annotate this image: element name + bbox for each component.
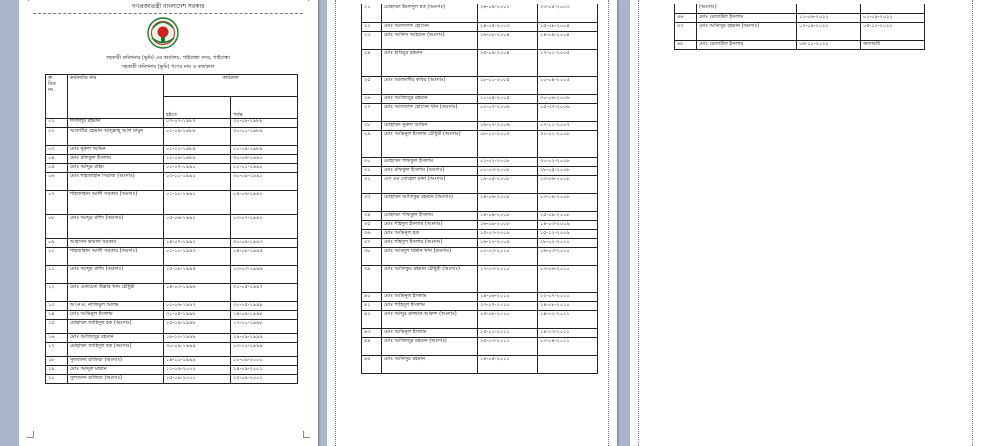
serial-cell: ২৩ (362, 31, 382, 49)
table-row (46, 265, 298, 283)
to-date-cell: ১৫-১২-২০০৯ (538, 229, 598, 238)
name-cell: ফজিলুর রহমান (68, 118, 164, 127)
table-row (362, 22, 598, 31)
from-date-cell: ১২-০৯-১৯৮৯ (164, 154, 231, 163)
from-date-cell: ১১-০৬-২০১১ (797, 13, 861, 22)
name-cell: মোঃ শাহজাহান সিরাজ (অঃদাঃ) (68, 172, 164, 190)
name-cell: মোঃ রফিকুল ইসলাম (অঃদাঃ) (382, 166, 478, 175)
table-row (362, 166, 598, 175)
from-date-cell: ০১-০৩-২০০৮ (478, 166, 538, 175)
table-row (362, 265, 598, 292)
name-cell: মোহাম্মদ শফিকুল ইসলাম (382, 157, 478, 166)
to-date-cell: ১৫-০৭-২০০৬ (538, 103, 598, 121)
column-header-from: হইতে (164, 97, 231, 119)
to-date-cell: ১৩-০৩-১৯৯৬ (231, 265, 298, 283)
from-date-cell: ১৬-০৭-২০০৬ (478, 121, 538, 130)
table-row (362, 130, 598, 157)
name-cell: মোঃ আমিনুল ইসলাম (382, 328, 478, 337)
table-row (362, 94, 598, 103)
from-date-cell: ১৮-০১-২০০৫ (478, 76, 538, 94)
from-date-cell: ২৫-০৮-২০১০ (478, 310, 538, 328)
to-date-cell: ১৭-১০-১৯৯৮ (231, 319, 298, 333)
name-cell: সুলতানা রাজিয়া (অঃদাঃ) (68, 356, 164, 365)
name-cell: মোঃ শাহিদুল ইসলাম (382, 301, 478, 310)
name-cell: আতাউর রহমান আব্দুল্লাহ্‌ আল মামুন (68, 127, 164, 145)
name-cell: মোঃ আজিজুর রহমান (অঃদাঃ) (382, 337, 478, 355)
to-date-cell: ১৪-০৮-১৯৯৫ (231, 247, 298, 265)
serial-cell: ৩০ (362, 157, 382, 166)
serial-cell: ১০ (46, 247, 68, 265)
name-cell: মোঃ আতিকুর রহমান চৌধুরী (অঃদাঃ) (382, 265, 478, 292)
serial-cell: ৪৪ (362, 337, 382, 355)
name-cell: মোঃ আলতাফ হোসেন খান (অঃদাঃ) (382, 103, 478, 121)
to-date-cell: ১৪-০৩-২০১১ (538, 328, 598, 337)
name-cell: মোঃ আবদুল মান্নান খান (অঃদাঃ) (382, 247, 478, 265)
serial-cell: ১৪ (46, 310, 68, 319)
from-date-cell: ১৩-১১-১৯৯০ (164, 172, 231, 190)
table-row (46, 283, 298, 301)
serial-cell: ৩৮ (362, 247, 382, 265)
name-cell: আহসান কামাল সরকার (68, 238, 164, 247)
to-date-cell: ১১-০৯-১৯৮৯ (231, 145, 298, 154)
to-date-cell: ৩০-০৬-১৯৯০ (231, 154, 298, 163)
name-cell: মোঃ আব্দুর রহিম (68, 163, 164, 172)
from-date-cell: ১৫-০১-২০১১ (478, 328, 538, 337)
column-header-name: কর্মকর্তার নাম (68, 75, 164, 119)
column-header-tenure: কার্যকাল (164, 75, 298, 97)
table-row (46, 127, 298, 145)
to-date-cell: ১৮-০৫-২০০৮ (538, 166, 598, 175)
to-date-cell: ১৩-০৯-২০০৮ (538, 193, 598, 211)
table-row (362, 247, 598, 265)
table-row (362, 310, 598, 328)
to-date-cell: ৩০-০৯-১৯৯১ (231, 172, 298, 190)
table-row (362, 211, 598, 220)
to-date-cell: ১৬-০৩-২০১০ (538, 247, 598, 265)
from-date-cell: ১৫-০৩-২০০৯ (478, 229, 538, 238)
serial-cell: ৩২ (362, 175, 382, 193)
name-cell: মোঃ শহিদুল ইসলাম (অঃদাঃ) (382, 238, 478, 247)
table-row (362, 292, 598, 301)
from-date-cell: ১৬-০৯-২০০৮ (478, 220, 538, 229)
table-row (46, 333, 298, 342)
serial-cell: ০৬ (46, 172, 68, 190)
to-date-cell: ১৪-০৯-২০০১ (231, 365, 298, 374)
table-row (46, 145, 298, 154)
to-date-cell: ১৩-০৭-১৯৯২ (231, 214, 298, 238)
crop-mark (303, 431, 310, 438)
name-cell: মোঃ আলতাফ হোসেন (382, 22, 478, 31)
table-row (362, 238, 598, 247)
table-row (362, 175, 598, 193)
margin-guide (608, 0, 609, 446)
serial-cell: ০৩ (46, 145, 68, 154)
from-date-cell (797, 4, 861, 13)
table-row (362, 121, 598, 130)
from-date-cell: ০১-০২-১৯৮৯ (164, 145, 231, 154)
to-date-cell: ১৩-১০-১৯৯৯ (231, 342, 298, 356)
table-row (46, 118, 298, 127)
tenure-table-header (45, 74, 298, 119)
crop-mark (27, 431, 34, 438)
to-date-cell: ১৪-০১-২০১১ (538, 310, 598, 328)
to-date-cell: ৩০-০৬-২০০৬ (538, 94, 598, 103)
margin-guide (335, 0, 336, 446)
list-title: সহকারী কমিশনার (ভূমি) গণের নাম ও কার্যকাল (121, 64, 215, 70)
serial-cell: ০৪ (46, 154, 68, 163)
name-cell: মোঃ আব্দুল মান্নান (68, 365, 164, 374)
to-date-cell: ১৪-০৩-২০০৯ (538, 220, 598, 229)
to-date-cell: ৩০-০৮-১৯৮৮ (231, 118, 298, 127)
name-cell: মোঃ আনিস আহমেদ (অঃদাঃ) (382, 31, 478, 49)
from-date-cell: ০১-০৭-১৯৯০ (164, 163, 231, 172)
name-cell: মোঃ আজিজুর রহমান (68, 333, 164, 342)
to-date-cell: ১০-০৪-২০০৫ (538, 76, 598, 94)
table-row (675, 40, 925, 49)
name-cell: মোঃ আলমগীর কবির (অঃদাঃ) (382, 76, 478, 94)
name-cell: মোঃ আব্দুর রাজ্জাক আকন্দ (অঃদাঃ) (382, 310, 478, 328)
serial-cell: ৩৩ (362, 193, 382, 211)
name-cell: মোহাম্মদ ইমদাদুল হক (অঃদাঃ) (382, 4, 478, 22)
table-row (46, 310, 298, 319)
name-cell: মোঃ আমিনুল ইসলাম চৌধুরী (অঃদাঃ) (382, 130, 478, 157)
header-rule (33, 13, 303, 14)
serial-cell: ২১ (362, 4, 382, 22)
name-cell: মোঃ শহিদুল ইসলাম (অঃদাঃ) (382, 220, 478, 229)
from-date-cell: ১৪-১০-১৯৯৯ (164, 356, 231, 365)
serial-cell: ০৭ (46, 190, 68, 214)
serial-cell: ২৯ (362, 130, 382, 157)
table-row (362, 31, 598, 49)
name-cell: মোঃ আমিনুল হক (382, 229, 478, 238)
table-row (362, 157, 598, 166)
to-date-cell: ২২-০৭-২০১০ (538, 292, 598, 301)
to-date-cell: ১৪-০৯-১৯৯৮ (231, 310, 298, 319)
to-date-cell: ৩০-০২-২০০৮ (538, 157, 598, 166)
serial-cell: ৪৭ (675, 22, 697, 40)
name-cell: আ.ন.ম. নাজিমুল আলম (68, 301, 164, 310)
serial-cell: ১১ (46, 265, 68, 283)
from-date-cell: ১৭-০৩-২০১০ (478, 265, 538, 292)
from-date-cell: ১৬-১২-২০০৯ (478, 238, 538, 247)
serial-cell: ২২ (362, 22, 382, 31)
table-row (675, 4, 925, 13)
to-date-cell: ২৪-০৮-২০১০ (538, 301, 598, 310)
to-date-cell: ০৫-১১-২০১১ (861, 22, 925, 40)
name-cell: এস এম সোহেল রানা (অঃদাঃ) (382, 175, 478, 193)
serial-cell: ৩৯ (362, 265, 382, 292)
tenure-table-page-3 (674, 4, 925, 50)
from-date-cell: ১৪-০৭-১৯৯২ (164, 238, 231, 247)
table-row (362, 76, 598, 94)
to-date-cell (861, 4, 925, 13)
serial-cell: ০৯ (46, 238, 68, 247)
table-row (46, 356, 298, 365)
from-date-cell: ১৪-০৯-২০০৮ (478, 211, 538, 220)
to-date-cell: ১২-১১-১৯৯০ (231, 163, 298, 172)
page-3 (630, 0, 981, 446)
serial-cell: ১৭ (46, 342, 68, 356)
name-cell: মোহাম্মদ জাহিদুল হক (অঃদাঃ) (68, 342, 164, 356)
from-date-cell: ০১-০৩-২০১০ (478, 247, 538, 265)
to-date-cell: ২৯-০৯-১৯৯৯ (231, 333, 298, 342)
name-cell: মোহাম্মদ জাহিদুল হক (অঃদাঃ) (68, 319, 164, 333)
from-date-cell: ০১-০২-২০০৮ (478, 157, 538, 166)
serial-cell: ৪৮ (675, 40, 697, 49)
tenure-table-page-1 (45, 118, 298, 384)
serial-cell: ৪৫ (362, 355, 382, 373)
name-cell: মোঃ আব্দুর রশিদ (অঃদাঃ) (68, 265, 164, 283)
table-row (46, 342, 298, 356)
column-header-to: পর্যন্ত (231, 97, 298, 119)
column-header-serial: ক্র মিক নং (46, 75, 68, 119)
to-date-cell: অদ্যাবধি (861, 40, 925, 49)
to-date-cell: ২৮-০২-২০১০ (538, 238, 598, 247)
table-row (362, 328, 598, 337)
margin-guide (972, 0, 973, 446)
serial-cell: ৪০ (362, 292, 382, 301)
serial-cell: ৩৫ (362, 220, 382, 229)
margin-guide (638, 0, 639, 446)
to-date-cell: ১৩-০৪-২০১১ (538, 337, 598, 355)
to-date-cell: ১৫-০৯-২০০৮ (538, 211, 598, 220)
from-date-cell: ০৭-০৭-১৯৮৭ (164, 118, 231, 127)
name-cell: শাহজাহান আলী সরকার (অঃদাঃ) (68, 190, 164, 214)
table-row (46, 365, 298, 374)
serial-cell: ৩১ (362, 166, 382, 175)
name-cell: মোঃ আনিসুর রহমান (382, 355, 478, 373)
table-row (362, 337, 598, 355)
to-date-cell: ১৭-০১-২০০৫ (538, 49, 598, 76)
serial-cell: ০১ (46, 118, 68, 127)
serial-cell: ৪২ (362, 310, 382, 328)
page-1 (19, 0, 318, 446)
to-date-cell: ১৪-০৯-২০০৪ (538, 31, 598, 49)
crop-mark (27, 0, 29, 1)
table-row (362, 4, 598, 22)
to-date-cell: ১৩-০৬-২০০৮ (538, 175, 598, 193)
to-date-cell: ১০-০৯-২০০০ (231, 356, 298, 365)
table-row (362, 229, 598, 238)
name-cell: মোঃ আনিসুর রহমান (অঃদাঃ) (697, 22, 797, 40)
from-date-cell: ১৪-০৩-১৯৯৬ (164, 283, 231, 301)
name-cell: মোঃ রেজাউল ইসলাম (697, 13, 797, 22)
to-date-cell: ০৪-০৬-১৯৯২ (231, 190, 298, 214)
from-date-cell: ১১-০৪-২০০৫ (478, 94, 538, 103)
to-date-cell (538, 355, 598, 373)
to-date-cell: ০১-০৯-২০১১ (861, 13, 925, 22)
office-line: সহকারী কমিশনার (ভূমি) এর কার্যালয়, গাইবান্ধা সদর, গাইবান্ধা (105, 55, 231, 61)
table-row (46, 319, 298, 333)
from-date-cell: ০২-০৯-২০১১ (797, 22, 861, 40)
serial-cell: ৩৬ (362, 229, 382, 238)
header-line: গণপ্রজাতন্ত্রী বাংলাদেশ সরকার (131, 3, 205, 10)
serial-cell: ৪৩ (362, 328, 382, 337)
serial-cell: ২৬ (362, 94, 382, 103)
from-date-cell: ২৬-০৯-২০০১ (478, 4, 538, 22)
from-date-cell: ০১-১০-১৯৯৩ (164, 247, 231, 265)
serial-cell: ১৫ (46, 319, 68, 333)
name-cell: মোঃ রেজাউল ইসলাম (697, 40, 797, 49)
from-date-cell: ১৫-০৯-২০০১ (164, 374, 231, 383)
name-cell: মোহাম্মদ শফিকুল ইসলাম (382, 211, 478, 220)
table-row (46, 247, 298, 265)
table-row (46, 238, 298, 247)
from-date-cell: ১৪-০৬-২০১০ (478, 292, 538, 301)
table-row (675, 22, 925, 40)
from-date-cell: ১৮-১০-১৯৯৮ (164, 333, 231, 342)
to-date-cell: ১৫-০৮-২০০৪ (538, 22, 598, 31)
to-date-cell: ৩০-০৫-১৯৯৮ (231, 301, 298, 310)
from-date-cell: ০১-০৯-১৯৮৮ (164, 127, 231, 145)
from-date-cell: ১৯-০৫-২০০৮ (478, 175, 538, 193)
name-cell: মোঃ আব্দুর রশিদ (অঃদাঃ) (68, 214, 164, 238)
serial-cell: ৪৬ (675, 13, 697, 22)
to-date-cell: ২৫-০৯-২০০১ (231, 374, 298, 383)
to-date-cell: ৩০-০১-১৯৮৯ (231, 127, 298, 145)
serial-cell: ১৯ (46, 365, 68, 374)
page-2 (327, 0, 617, 446)
from-date-cell: ০৫-০৬-১৯৯২ (164, 214, 231, 238)
from-date-cell: ২৩-০৭-২০১০ (478, 301, 538, 310)
name-cell: শাহজাহান আলী সরকার (অঃদাঃ) (68, 247, 164, 265)
from-date-cell: ১৫-০৯-১৯৯৮ (164, 319, 231, 333)
to-date-cell: ০৭-১১-২০০৭ (538, 121, 598, 130)
serial-cell (675, 4, 697, 13)
from-date-cell: ১৬-০৮-২০০৪ (478, 31, 538, 49)
from-date-cell: ১৫-০৯-২০০৪ (478, 49, 538, 76)
from-date-cell: ১৫-০৮-১৯৯৫ (164, 265, 231, 283)
to-date-cell: ২৩-০৫-২০০৩ (538, 4, 598, 22)
from-date-cell: ১৪-০৬-২০০৮ (478, 193, 538, 211)
from-date-cell: ০৮-১১-২০০৭ (478, 130, 538, 157)
table-row (46, 163, 298, 172)
name-cell: মোঃ আজিজুর রহমান (382, 94, 478, 103)
from-date-cell: ০১-০৭-২০০৬ (478, 103, 538, 121)
name-cell: (অঃদাঃ) (697, 4, 797, 13)
table-row (46, 214, 298, 238)
from-date-cell: ১১-০৯-২০০০ (164, 365, 231, 374)
to-date-cell: ৩১-০১-২০০৮ (538, 130, 598, 157)
table-row (46, 154, 298, 163)
name-cell: মোঃ হাবিবুর রহমান (382, 49, 478, 76)
table-row (46, 190, 298, 214)
name-cell: মোঃ রফিকুল ইসলাম (68, 154, 164, 163)
from-date-cell: ০১-১০-১৯৯১ (164, 190, 231, 214)
table-row (362, 49, 598, 76)
serial-cell: ২৮ (362, 121, 382, 130)
from-date-cell: ৩০-০৯-১৯৯৯ (164, 342, 231, 356)
table-row (362, 355, 598, 373)
to-date-cell: ৩০-০৯-১৯৯৩ (231, 238, 298, 247)
serial-cell: ১৬ (46, 333, 68, 342)
from-date-cell: ০৬-১১-২০১১ (797, 40, 861, 49)
from-date-cell: ১৪-০৪-২০১১ (478, 355, 538, 373)
table-row (46, 301, 298, 310)
table-row (362, 193, 598, 211)
serial-cell: ০২ (46, 127, 68, 145)
from-date-cell: ৩১-০৫-১৯৯৮ (164, 310, 231, 319)
serial-cell: ৪১ (362, 301, 382, 310)
table-row (362, 301, 598, 310)
table-row (46, 374, 298, 383)
table-row (362, 220, 598, 229)
serial-cell: ০৮ (46, 214, 68, 238)
name-cell: মোঃ আমিনুল ইসলাম (382, 292, 478, 301)
table-row (46, 172, 298, 190)
serial-cell: ১৩ (46, 301, 68, 310)
serial-cell: ২৪ (362, 49, 382, 76)
table-row (362, 103, 598, 121)
tenure-table-page-2 (361, 4, 598, 374)
serial-cell: ২০ (46, 374, 68, 383)
serial-cell: ১২ (46, 283, 68, 301)
name-cell: মোঃ নুরুল আমিন (68, 145, 164, 154)
name-cell: সুলতানা রাজিয়া (অঃদাঃ) (68, 374, 164, 383)
serial-cell: ২৫ (362, 76, 382, 94)
crop-mark (308, 0, 310, 1)
name-cell: মোঃ আমিনুল ইসলাম (68, 310, 164, 319)
name-cell: মোহাম্মদ নুরুল আমিন (382, 121, 478, 130)
serial-cell: ৩৭ (362, 238, 382, 247)
to-date-cell: ৩১-০৫-১৯৯৭ (231, 283, 298, 301)
serial-cell: ২৭ (362, 103, 382, 121)
to-date-cell: ১৩-০৬-২০১০ (538, 265, 598, 292)
name-cell: মোঃ এনায়েত উল্লাহ খান চৌধুরী (68, 283, 164, 301)
table-row (675, 13, 925, 22)
from-date-cell: ২৪-০৫-২০০৩ (478, 22, 538, 31)
name-cell: মোহাম্মদ আতিকুর রহমান (অঃদাঃ) (382, 193, 478, 211)
serial-cell: ৩৪ (362, 211, 382, 220)
from-date-cell: ১৫-০৩-২০১১ (478, 337, 538, 355)
from-date-cell: ০১-০৬-১৯৯৭ (164, 301, 231, 310)
bangladesh-government-emblem-icon (147, 17, 179, 49)
serial-cell: ১৮ (46, 356, 68, 365)
serial-cell: ০৫ (46, 163, 68, 172)
